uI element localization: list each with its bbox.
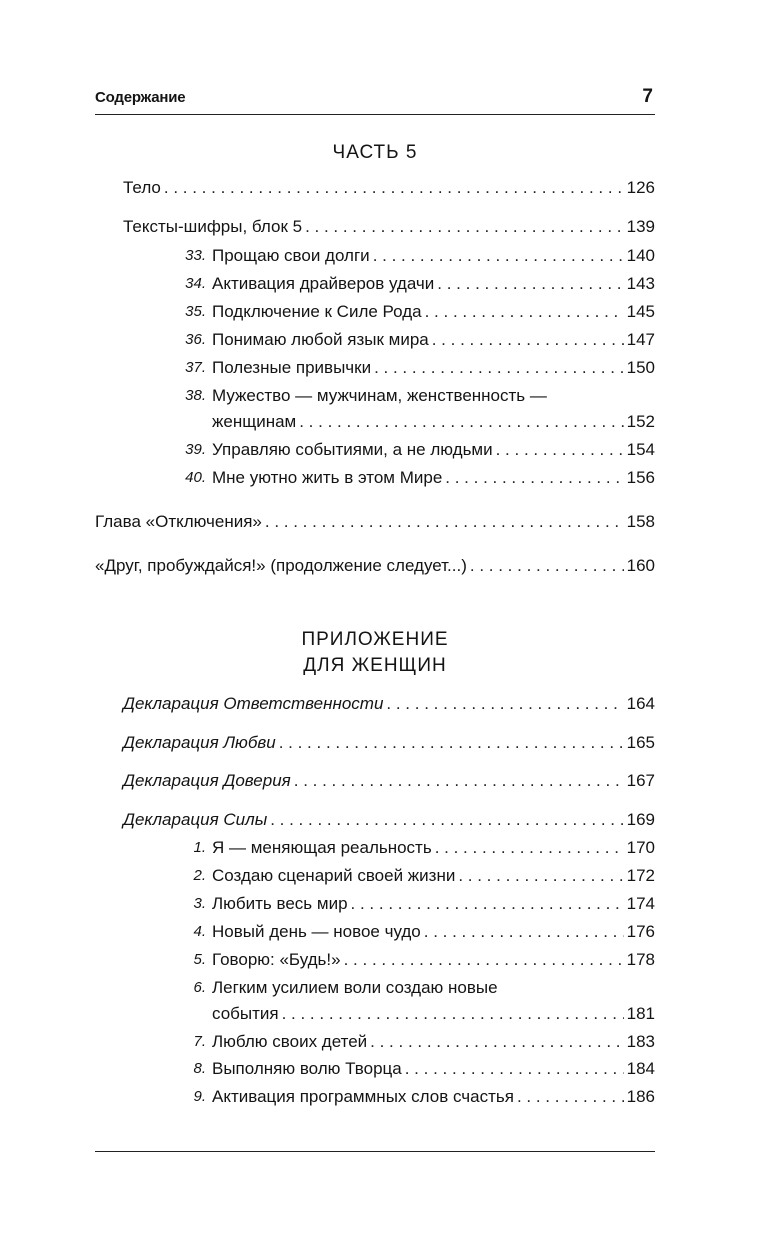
toc-entry-label: Тело bbox=[123, 178, 161, 197]
toc-item-number: 36. bbox=[185, 331, 206, 348]
dot-leader bbox=[374, 354, 624, 382]
toc-declaration[interactable] bbox=[123, 690, 655, 718]
toc-item-label-continued: события bbox=[212, 1004, 279, 1023]
toc-item-label: Подключение к Силе Рода bbox=[212, 302, 422, 321]
dot-leader bbox=[517, 1083, 624, 1111]
toc-item-page: 172 bbox=[626, 866, 655, 885]
toc-item-label: Мне уютно жить в этом Мире bbox=[212, 468, 443, 487]
toc-item-page: 170 bbox=[626, 838, 655, 857]
toc-item-label: Легким усилием воли создаю новые bbox=[212, 978, 498, 997]
dot-leader bbox=[437, 270, 623, 298]
toc-item-page: 181 bbox=[626, 1004, 655, 1023]
toc-item-number: 1. bbox=[193, 839, 206, 856]
toc-entry-page: 139 bbox=[626, 217, 655, 236]
toc-item-number: 33. bbox=[185, 247, 206, 264]
toc-item-continuation[interactable] bbox=[212, 408, 655, 436]
toc-item-page: 143 bbox=[626, 274, 655, 293]
part-heading: ЧАСТЬ 5 bbox=[332, 142, 418, 163]
toc-item-page: 145 bbox=[626, 302, 655, 321]
running-header-title: Содержание bbox=[95, 89, 186, 106]
dot-leader bbox=[458, 862, 623, 890]
toc-item-label: Мужество — мужчинам, женственность — bbox=[212, 386, 547, 405]
toc-entry-telo[interactable] bbox=[123, 174, 655, 202]
toc-entry-label: «Друг, пробуждайся!» (продолжение следует...) bbox=[95, 556, 467, 575]
toc-item[interactable] bbox=[193, 1083, 655, 1111]
toc-item[interactable] bbox=[185, 464, 655, 492]
toc-item-number: 6. bbox=[193, 979, 206, 996]
toc-item-multiline[interactable] bbox=[185, 382, 655, 410]
toc-declaration-page: 169 bbox=[626, 810, 655, 829]
toc-item-page: 152 bbox=[626, 412, 655, 431]
toc-item-label: Выполняю волю Творца bbox=[212, 1059, 402, 1078]
toc-entry-label: Тексты-шифры, блок 5 bbox=[123, 217, 303, 236]
dot-leader bbox=[496, 436, 624, 464]
toc-item-number: 39. bbox=[185, 441, 206, 458]
toc-item-page: 178 bbox=[626, 950, 655, 969]
toc-item-label: Активация драйверов удачи bbox=[212, 274, 435, 293]
toc-item-page: 176 bbox=[626, 922, 655, 941]
dot-leader bbox=[294, 767, 624, 795]
toc-item-number: 3. bbox=[193, 895, 206, 912]
toc-item-label: Любить весь мир bbox=[212, 894, 348, 913]
toc-item[interactable] bbox=[193, 834, 655, 862]
header-rule bbox=[95, 114, 655, 115]
toc-entry-block-5[interactable] bbox=[123, 213, 655, 241]
toc-item-page: 186 bbox=[626, 1087, 655, 1106]
toc-declaration-page: 167 bbox=[626, 771, 655, 790]
toc-item[interactable] bbox=[185, 436, 655, 464]
toc-item-label: Понимаю любой язык мира bbox=[212, 330, 429, 349]
dot-leader bbox=[351, 890, 624, 918]
toc-item[interactable] bbox=[193, 918, 655, 946]
toc-entry-page: 160 bbox=[626, 556, 655, 575]
toc-item-page: 140 bbox=[626, 246, 655, 265]
toc-declaration-label: Декларация Любви bbox=[123, 733, 276, 752]
page-number: 7 bbox=[642, 86, 653, 107]
toc-item-page: 174 bbox=[626, 894, 655, 913]
toc-item-number: 7. bbox=[193, 1033, 206, 1050]
toc-entry-page: 158 bbox=[626, 512, 655, 531]
toc-item-number: 5. bbox=[193, 951, 206, 968]
toc-item-label: Новый день — новое чудо bbox=[212, 922, 421, 941]
dot-leader bbox=[305, 213, 624, 241]
toc-item-label-continued: женщинам bbox=[212, 412, 297, 431]
dot-leader bbox=[265, 508, 624, 536]
toc-entry-page: 126 bbox=[626, 178, 655, 197]
toc-item[interactable] bbox=[185, 270, 655, 298]
toc-item-label: Активация программных слов счастья bbox=[212, 1087, 514, 1106]
dot-leader bbox=[470, 552, 624, 580]
toc-item-number: 38. bbox=[185, 387, 206, 404]
toc-item[interactable] bbox=[193, 1028, 655, 1056]
toc-declaration[interactable] bbox=[123, 729, 655, 757]
toc-item-label: Управляю событиями, а не людьми bbox=[212, 440, 493, 459]
toc-item-number: 4. bbox=[193, 923, 206, 940]
toc-item-number: 34. bbox=[185, 275, 206, 292]
toc-item-page: 154 bbox=[626, 440, 655, 459]
toc-declaration-label: Декларация Силы bbox=[123, 810, 268, 829]
toc-entry-chapter-off[interactable] bbox=[95, 508, 655, 536]
dot-leader bbox=[279, 729, 624, 757]
toc-item-number: 35. bbox=[185, 303, 206, 320]
toc-item-label: Говорю: «Будь!» bbox=[212, 950, 341, 969]
footer-rule bbox=[95, 1151, 655, 1152]
toc-item-continuation[interactable] bbox=[212, 1000, 655, 1028]
dot-leader bbox=[386, 690, 623, 718]
dot-leader bbox=[432, 326, 624, 354]
toc-item-label: Полезные привычки bbox=[212, 358, 372, 377]
appendix-heading-line-2: ДЛЯ ЖЕНЩИН bbox=[303, 655, 447, 676]
toc-item-page: 183 bbox=[626, 1032, 655, 1051]
toc-declaration-label: Декларация Доверия bbox=[123, 771, 291, 790]
toc-item[interactable] bbox=[193, 1055, 655, 1083]
dot-leader bbox=[424, 918, 624, 946]
toc-item-label: Я — меняющая реальность bbox=[212, 838, 432, 857]
toc-item[interactable] bbox=[185, 242, 655, 270]
dot-leader bbox=[373, 242, 624, 270]
dot-leader bbox=[282, 1000, 624, 1028]
toc-item[interactable] bbox=[185, 354, 655, 382]
toc-item-page: 184 bbox=[626, 1059, 655, 1078]
toc-item[interactable] bbox=[193, 946, 655, 974]
dot-leader bbox=[344, 946, 624, 974]
toc-item-page: 147 bbox=[626, 330, 655, 349]
toc-item-number: 2. bbox=[193, 867, 206, 884]
toc-declaration-page: 165 bbox=[626, 733, 655, 752]
toc-item[interactable] bbox=[193, 862, 655, 890]
dot-leader bbox=[435, 834, 624, 862]
toc-item-page: 156 bbox=[626, 468, 655, 487]
toc-item-number: 40. bbox=[185, 469, 206, 486]
toc-item-label: Люблю своих детей bbox=[212, 1032, 368, 1051]
toc-item-label: Прощаю свои долги bbox=[212, 246, 370, 265]
dot-leader bbox=[425, 298, 624, 326]
toc-declaration-label: Декларация Ответственности bbox=[123, 694, 384, 713]
toc-item-multiline[interactable] bbox=[193, 974, 655, 1002]
dot-leader bbox=[445, 464, 623, 492]
toc-entry-label: Глава «Отключения» bbox=[95, 512, 262, 531]
appendix-heading-line-1: ПРИЛОЖЕНИЕ bbox=[301, 629, 449, 650]
toc-declaration[interactable] bbox=[123, 806, 655, 834]
toc-item-number: 37. bbox=[185, 359, 206, 376]
dot-leader bbox=[405, 1055, 624, 1083]
dot-leader bbox=[370, 1028, 623, 1056]
toc-item[interactable] bbox=[193, 890, 655, 918]
toc-item[interactable] bbox=[185, 298, 655, 326]
toc-item-number: 8. bbox=[193, 1060, 206, 1077]
toc-item-page: 150 bbox=[626, 358, 655, 377]
dot-leader bbox=[270, 806, 623, 834]
toc-declaration-page: 164 bbox=[626, 694, 655, 713]
dot-leader bbox=[299, 408, 623, 436]
toc-entry-friend[interactable] bbox=[95, 552, 655, 580]
running-header bbox=[95, 86, 655, 110]
dot-leader bbox=[164, 174, 624, 202]
toc-declaration[interactable] bbox=[123, 767, 655, 795]
toc-item[interactable] bbox=[185, 326, 655, 354]
toc-item-number: 9. bbox=[193, 1088, 206, 1105]
toc-item-label: Создаю сценарий своей жизни bbox=[212, 866, 456, 885]
